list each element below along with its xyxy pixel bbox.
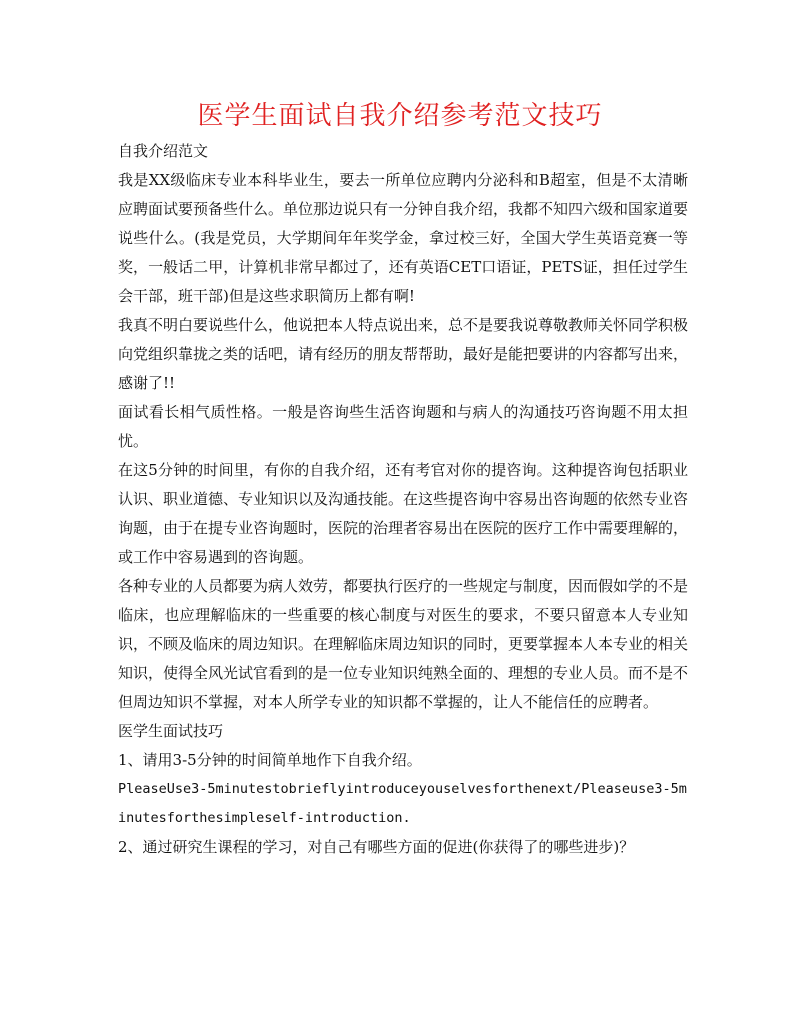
body-paragraph: 各种专业的人员都要为病人效劳，都要执行医疗的一些规定与制度，因而假如学的不是临床，也应理解临床的一些重要的核心制度与对医生的要求，不要只留意本人专业知识，不顾及临床的周边知识。在理解临床周边知识的同时，更要掌握本人本专业的相关知识，使得全风光试官看到的是一位专业知识纯熟全面的、理想的专业人员。而不是不但周边知识不掌握，对本人所学专业的知识都不掌握的，让人不能信任的应聘者。	[118, 577, 689, 711]
section-heading: 自我介绍范文	[118, 142, 209, 160]
document-body	[118, 137, 688, 862]
question-item: 1、请用3-5分钟的时间简单地作下自我介绍。	[118, 751, 422, 769]
body-paragraph: 我真不明白要说些什么，他说把本人特点说出来，总不是要我说尊敬教师关怀同学积极向党组织靠拢之类的话吧，请有经历的朋友帮帮助，最好是能把要讲的内容都写出来，感谢了!!	[118, 316, 689, 392]
question-item: 2、通过研究生课程的学习，对自己有哪些方面的促进(你获得了的哪些进步)？	[118, 838, 635, 856]
english-translation: PleaseUse3-5minutestobrieflyintroduceyouselvesforthenext/Pleaseuse3-5minutesforthesimpleself-introduction.	[118, 781, 687, 826]
body-paragraph: 我是XX级临床专业本科毕业生，要去一所单位应聘内分泌科和B超室，但是不太清晰应聘面试要预备些什么。单位那边说只有一分钟自我介绍，我都不知四六级和国家道要说些什么。(我是党员，大学期间年年奖学金，拿过校三好，全国大学生英语竞赛一等奖，一般话二甲，计算机非常早都过了，还有英语CET口语证，PETS证，担任过学生会干部，班干部)但是这些求职简历上都有啊!	[118, 171, 689, 305]
body-paragraph: 面试看长相气质性格。一般是咨询些生活咨询题和与病人的沟通技巧咨询题不用太担忧。	[118, 403, 688, 450]
document-title: 医学生面试自我介绍参考范文技巧	[197, 101, 603, 131]
section-heading: 医学生面试技巧	[118, 722, 224, 740]
body-paragraph: 在这5分钟的时间里，有你的自我介绍，还有考官对你的提咨询。这种提咨询包括职业认识、职业道德、专业知识以及沟通技能。在这些提咨询中容易出咨询题的依然专业咨询题，由于在提专业咨询题时，医院的治理者容易出在医院的医疗工作中需要理解的，或工作中容易遇到的咨询题。	[118, 461, 689, 566]
